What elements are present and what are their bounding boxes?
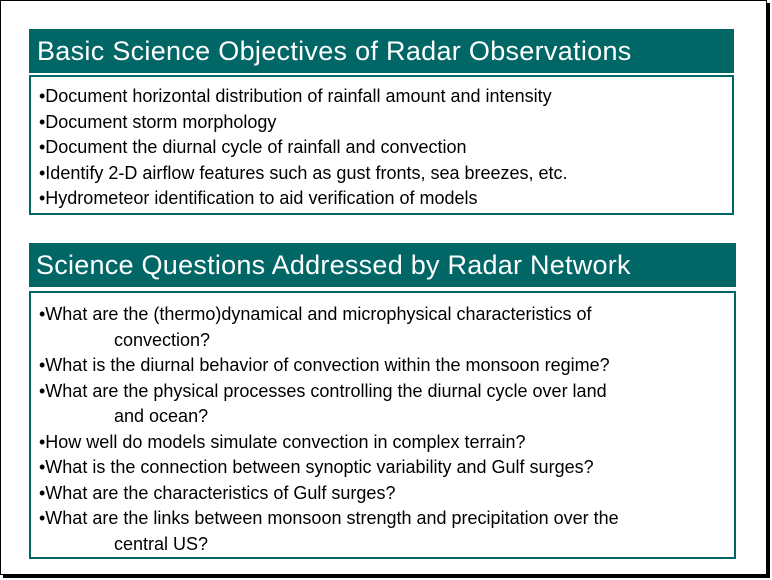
question-line: •What is the connection between synoptic variability and Gulf surges? [39,457,594,477]
questions-list [39,302,734,557]
objectives-list [39,84,732,212]
question-line: •What are the physical processes controlling the diurnal cycle over land [39,380,607,401]
questions-box [29,291,736,559]
question-item [39,455,734,481]
questions-title: Science Questions Addressed by Radar Network [29,243,736,287]
objective-item: •Document storm morphology [39,111,277,132]
objective-item: •Document horizontal distribution of rainfall amount and intensity [39,86,552,106]
question-item [39,302,734,353]
objective-item: •Identify 2-D airflow features such as gust fronts, sea breezes, etc. [39,162,568,183]
question-line: •What are the (thermo)dynamical and microphysical characteristics of [39,304,592,324]
question-item [39,430,734,456]
objectives-title: Basic Science Objectives of Radar Observations [29,29,734,73]
question-line: •How well do models simulate convection in complex terrain? [39,431,526,452]
question-item [39,481,734,507]
question-continuation: central US? [114,533,209,554]
question-line: •What are the characteristics of Gulf surges? [39,482,396,503]
question-item [39,379,734,430]
objective-item: •Document the diurnal cycle of rainfall and convection [39,137,467,157]
question-continuation: convection? [114,329,211,350]
objective-item: •Hydrometeor identification to aid verification of models [39,188,478,208]
question-item [39,506,734,557]
question-line: •What are the links between monsoon strength and precipitation over the [39,508,619,528]
question-line: •What is the diurnal behavior of convection within the monsoon regime? [39,355,610,375]
objectives-box [29,75,734,215]
question-item [39,353,734,379]
question-continuation: and ocean? [114,406,209,426]
